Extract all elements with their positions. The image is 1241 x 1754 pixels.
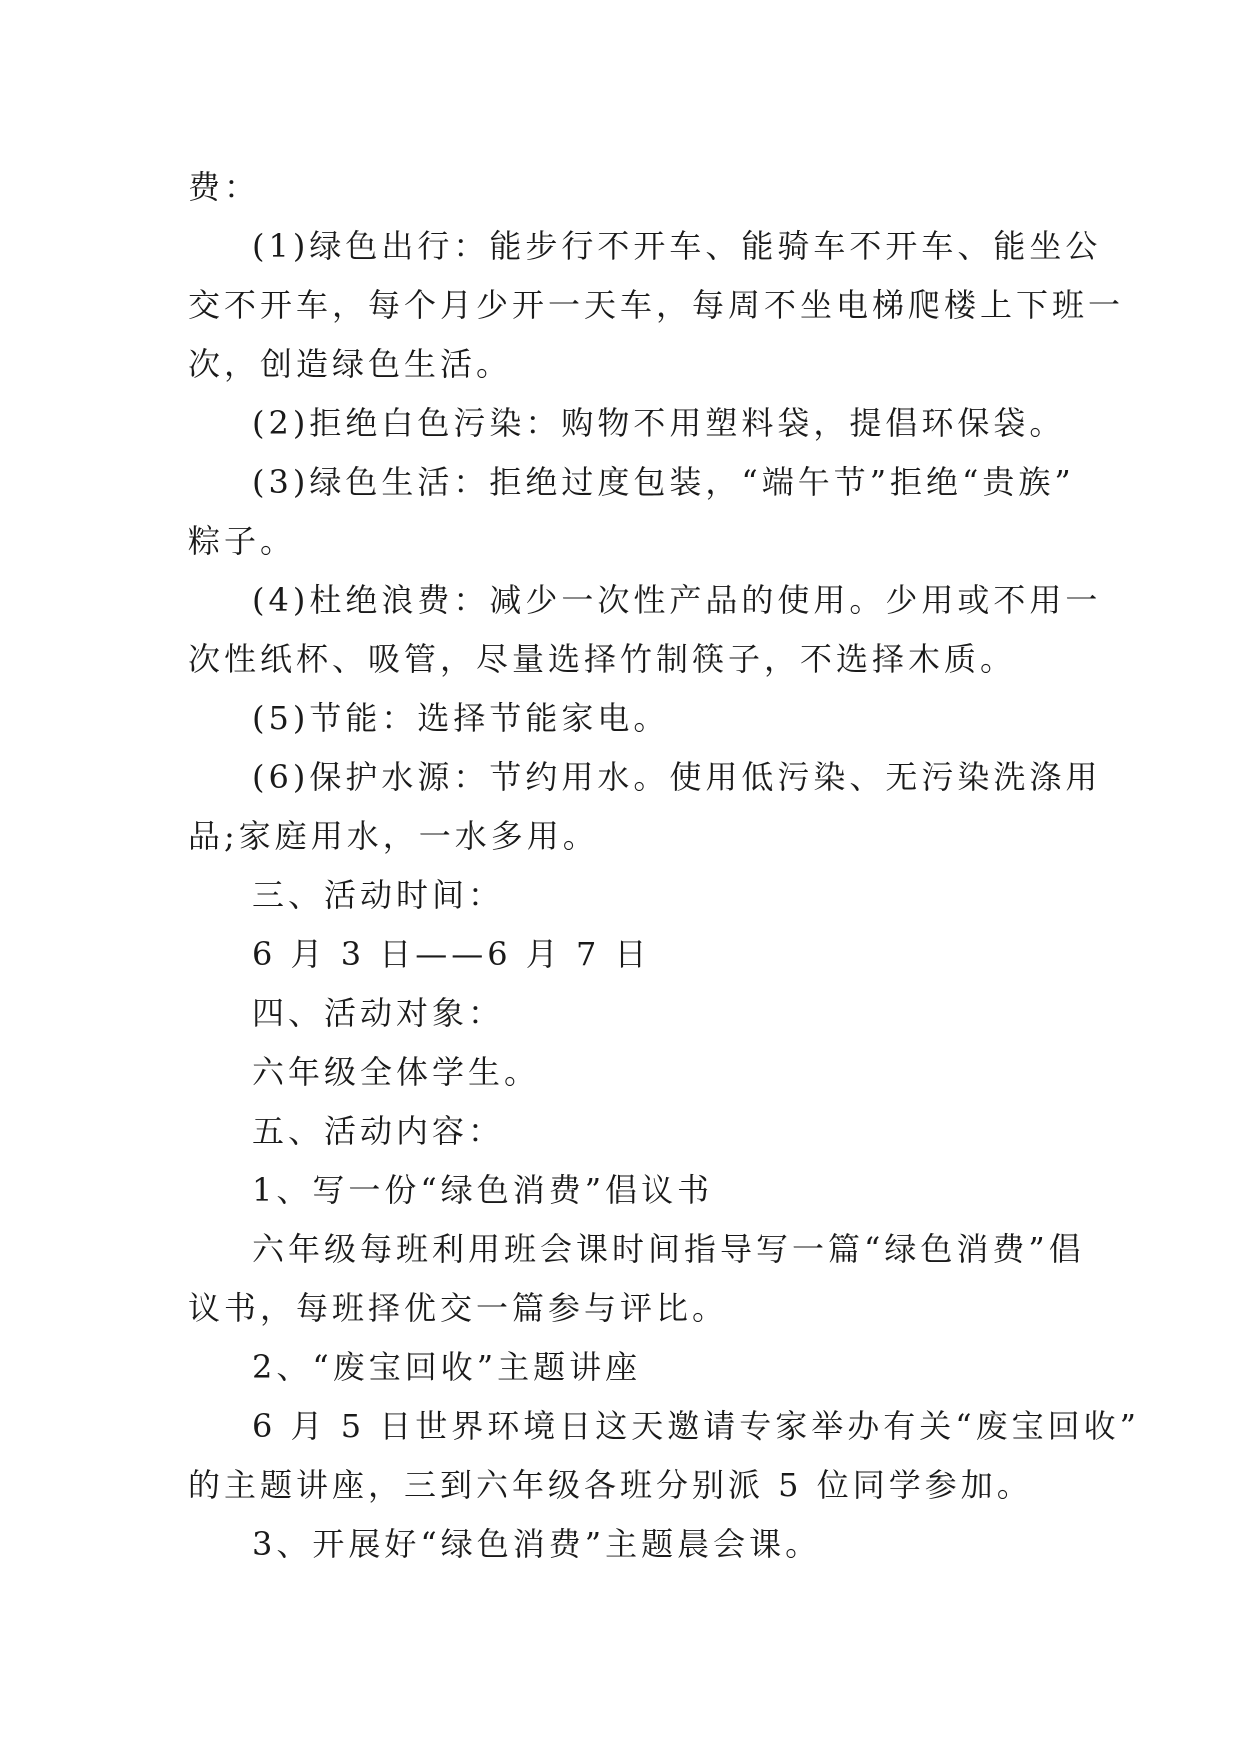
text-line: 次，创造绿色生活。 [188, 345, 513, 383]
text-line: (6)保护水源：节约用水。使用低污染、无污染洗涤用 [252, 758, 1102, 796]
text-line: (5)节能：选择节能家电。 [252, 699, 670, 737]
text-line: 6 月 3 日——6 月 7 日 [252, 935, 651, 973]
text-line: 费： [188, 168, 261, 206]
section-heading: 三、活动时间： [252, 876, 505, 914]
document-page [188, 158, 1140, 1574]
text-line: 粽子。 [188, 522, 297, 560]
section-heading: 四、活动对象： [252, 994, 505, 1032]
subsection-heading: 2、“废宝回收”主题讲座 [252, 1348, 642, 1386]
text-line: 品;家庭用水，一水多用。 [188, 817, 599, 855]
text-line: 六年级全体学生。 [252, 1053, 541, 1091]
text-line: 议书，每班择优交一篇参与评比。 [188, 1289, 729, 1327]
text-line: 交不开车，每个月少开一天车，每周不坐电梯爬楼上下班一 [188, 286, 1125, 324]
text-line: (3)绿色生活：拒绝过度包装，“端午节”拒绝“贵族” [252, 463, 1075, 501]
text-line: 六年级每班利用班会课时间指导写一篇“绿色消费”倡 [252, 1230, 1085, 1268]
text-line: 的主题讲座，三到六年级各班分别派 5 位同学参加。 [188, 1466, 1033, 1504]
section-heading: 五、活动内容： [252, 1112, 505, 1150]
text-line: 6 月 5 日世界环境日这天邀请专家举办有关“废宝回收” [252, 1407, 1140, 1445]
subsection-heading: 1、写一份“绿色消费”倡议书 [252, 1171, 714, 1209]
text-line: (4)杜绝浪费：减少一次性产品的使用。少用或不用一 [252, 581, 1102, 619]
text-line: (2)拒绝白色污染：购物不用塑料袋，提倡环保袋。 [252, 404, 1066, 442]
subsection-heading: 3、开展好“绿色消费”主题晨会课。 [252, 1525, 822, 1563]
text-line: (1)绿色出行：能步行不开车、能骑车不开车、能坐公 [252, 227, 1102, 265]
text-line: 次性纸杯、吸管，尽量选择竹制筷子，不选择木质。 [188, 640, 1017, 678]
